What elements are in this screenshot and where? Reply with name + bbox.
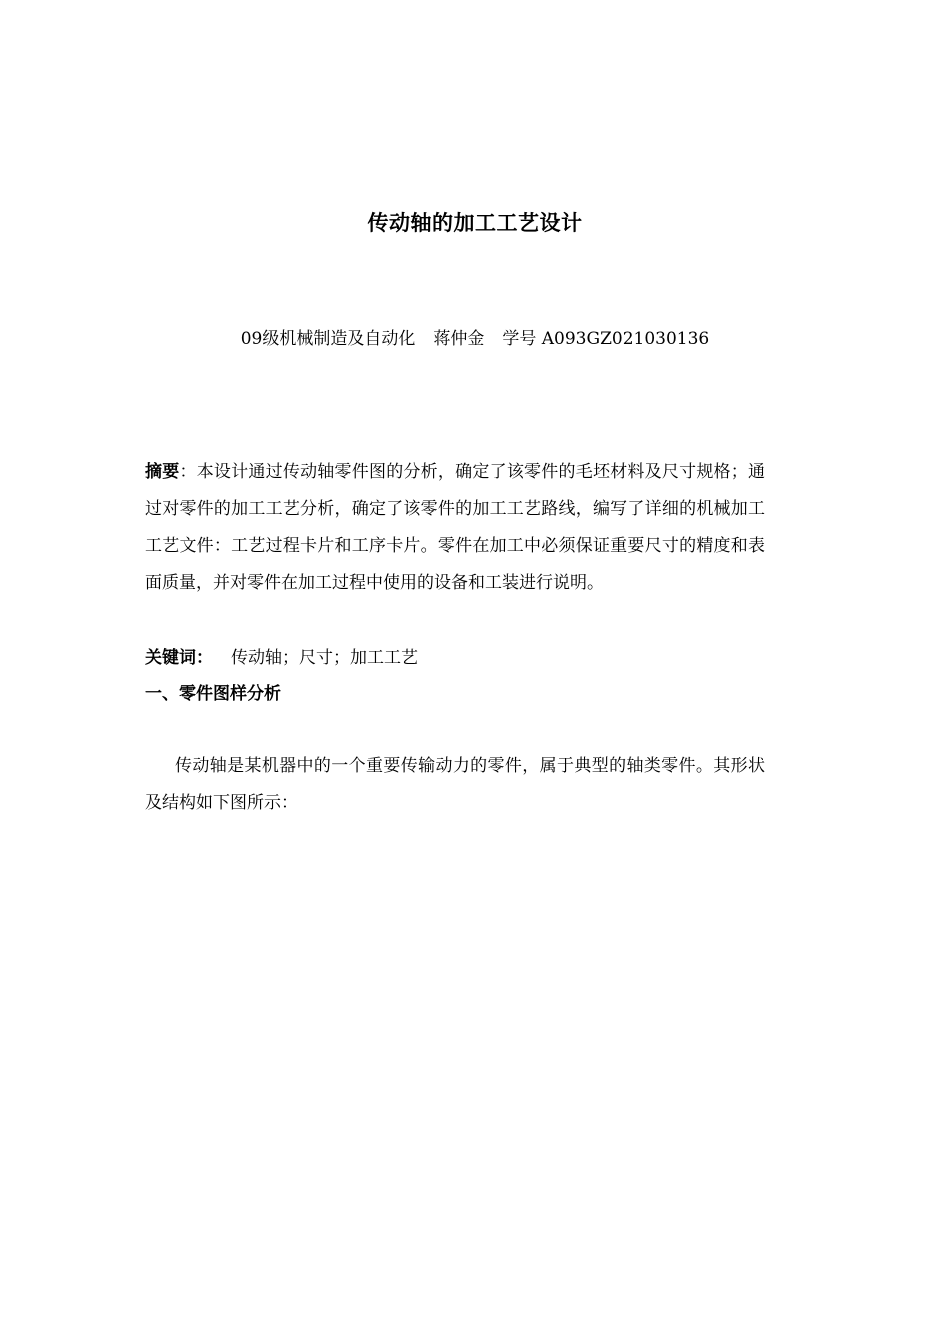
class-name: 09级机械制造及自动化 <box>240 329 416 349</box>
author-name: 蒋仲金 <box>433 329 485 349</box>
abstract-text: 本设计通过传动轴零件图的分析，确定了该零件的毛坯材料及尺寸规格；通过对零件的加工工艺分析，确定了该零件的加工工艺路线，编写了详细的机械加工工艺文件：工艺过程卡片和工序卡片。零件在加工中必须保证重要尺寸的精度和表面质量，并对零件在加工过程中使用的设备和工装进行说明。 <box>145 462 766 593</box>
author-line <box>0 324 950 349</box>
keywords-text: 传动轴；尺寸；加工工艺 <box>231 648 418 668</box>
document-title: 传动轴的加工工艺设计 <box>367 211 583 235</box>
keywords-label: 关键词： <box>145 648 213 668</box>
abstract-label: 摘要 <box>145 462 180 482</box>
abstract <box>145 454 765 602</box>
keywords <box>145 640 765 677</box>
section-paragraph: 传动轴是某机器中的一个重要传输动力的零件，属于典型的轴类零件。其形状及结构如下图所示： <box>145 756 765 813</box>
abstract-separator: ： <box>179 462 197 482</box>
section-heading: 一、零件图样分析 <box>145 684 281 704</box>
student-id: 学号 A093GZ021030136 <box>502 329 710 349</box>
